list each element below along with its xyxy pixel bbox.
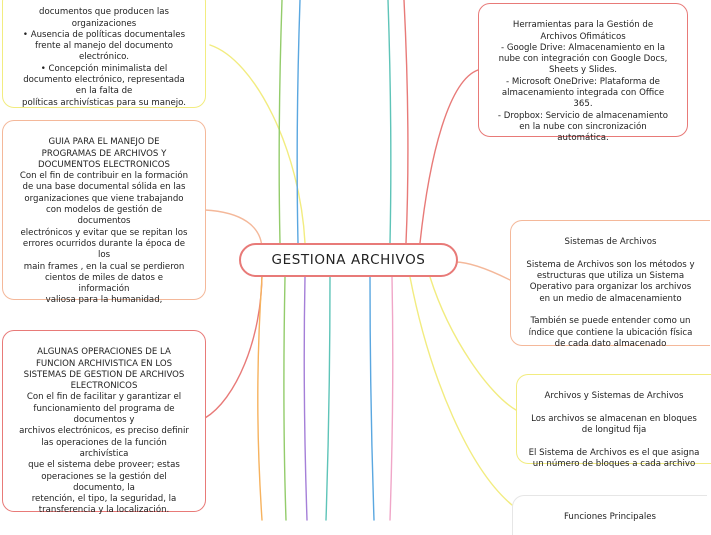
- branch-sistemas: [455, 262, 510, 280]
- node-funciones-principales[interactable]: [512, 495, 707, 535]
- node-text-line: Sistema de Archivos son los métodos y: [526, 259, 695, 270]
- node-text-line: documento electrónico, representada: [23, 75, 185, 86]
- node-text-line: - Microsoft OneDrive: Plataforma de: [506, 76, 660, 87]
- node-herramientas[interactable]: [478, 3, 688, 144]
- node-guia-manejo-text: [9, 137, 199, 306]
- node-text-line: los: [97, 250, 111, 261]
- node-text-line: - Google Drive: Almacenamiento en la: [500, 42, 665, 53]
- node-problems[interactable]: [2, 0, 206, 108]
- node-text-line: políticas archivísticas para su manejo.: [21, 97, 187, 108]
- node-text-line: funcionamiento del programa de: [33, 403, 175, 414]
- node-archivos-y-sistemas[interactable]: [516, 374, 711, 470]
- node-text-line: También se puede entender como un: [530, 316, 691, 327]
- node-text-line: DOCUMENTOS ELECTRONICOS: [38, 159, 170, 170]
- node-text-line: frente al manejo del documento: [34, 41, 174, 52]
- node-text-line: documentos y: [73, 415, 135, 426]
- node-text-line: SISTEMAS DE GESTION DE ARCHIVOS: [23, 369, 185, 380]
- node-text-line: Herramientas para la Gestión de: [512, 20, 654, 31]
- branch-archivos-sistemas: [430, 277, 516, 410]
- node-text-line: [523, 436, 705, 447]
- node-text-line: organizaciones: [71, 18, 137, 29]
- node-text-line: cientos de miles de datos e: [44, 272, 164, 283]
- node-problems-text: [9, 7, 199, 109]
- node-text-line: Sistemas de Archivos: [564, 237, 657, 248]
- branch-top-left: [210, 45, 305, 243]
- node-text-line: con modelos de gestión de: [45, 205, 162, 216]
- node-text-line: información: [78, 284, 130, 295]
- branch-vertical-down-pink: [390, 277, 393, 520]
- branch-vertical-up-teal: [388, 0, 391, 243]
- node-text-line: main frames , en la cual se perdieron: [23, 261, 185, 272]
- node-text-line: [523, 403, 705, 414]
- node-text-line: archivística: [79, 448, 129, 459]
- node-operaciones-text: [9, 347, 199, 516]
- node-text-line: GUIA PARA EL MANEJO DE: [48, 137, 160, 148]
- node-text-line: FUNCION ARCHIVISTICA EN LOS: [35, 358, 173, 369]
- branch-vertical-up-blue: [297, 0, 300, 243]
- node-text-line: nube con integración con Google Docs,: [498, 54, 668, 65]
- node-text-line: electrónicos y evitar que se repitan los: [20, 227, 188, 238]
- node-text-line: Los archivos se almacenan en bloques: [531, 413, 697, 424]
- node-archivos-y-sistemas-text: [523, 391, 705, 470]
- central-topic-title: GESTIONA ARCHIVOS: [271, 252, 426, 268]
- node-text-line: de cada dato almacenado: [554, 338, 667, 349]
- branch-herramientas: [420, 70, 478, 243]
- node-text-line: Funciones Principales: [563, 512, 657, 523]
- node-text-line: en la nube con sincronización: [519, 121, 647, 132]
- node-funciones-principales-text: [519, 512, 701, 523]
- node-text-line: • Ausencia de políticas documentales: [22, 29, 186, 40]
- node-text-line: índice que contiene la ubicación física: [528, 327, 693, 338]
- node-text-line: Con el fin de facilitar y garantizar el: [26, 392, 182, 403]
- node-text-line: Archivos Ofimáticos: [540, 31, 626, 42]
- node-text-line: de longitud fija: [581, 425, 647, 436]
- node-operaciones[interactable]: [2, 330, 206, 516]
- node-text-line: Con el fin de contribuir en la formación: [19, 171, 189, 182]
- node-text-line: documentos: [77, 216, 131, 227]
- node-text-line: ALGUNAS OPERACIONES DE LA: [37, 347, 171, 358]
- node-text-line: valiosa para la humanidad,: [45, 295, 163, 306]
- node-text-line: electrónico.: [78, 52, 130, 63]
- node-text-line: • Concepción minimalista del: [40, 63, 168, 74]
- node-text-line: ELECTRONICOS: [70, 381, 138, 392]
- node-sistemas-archivos-text: [517, 237, 704, 350]
- node-text-line: en la falta de: [75, 86, 133, 97]
- node-text-line: las operaciones de la función: [41, 437, 167, 448]
- node-text-line: - Dropbox: Servicio de almacenamiento: [497, 110, 669, 121]
- branch-operaciones: [205, 272, 262, 418]
- node-text-line: Archivos y Sistemas de Archivos: [544, 391, 684, 402]
- node-text-line: transferencia y la localización.: [38, 505, 170, 516]
- node-text-line: organizaciones que viene trabajando: [24, 193, 184, 204]
- branch-vertical-down-green: [284, 277, 286, 520]
- node-text-line: Operativo para organizar los archivos: [529, 282, 692, 293]
- branch-vertical-up-red: [404, 0, 408, 243]
- node-text-line: [517, 249, 704, 260]
- branch-vertical-down-purple: [304, 277, 307, 520]
- node-text-line: errores ocurridos durante la época de: [22, 238, 186, 249]
- node-text-line: Sheets y Slides.: [548, 65, 618, 76]
- node-text-line: operaciones se la gestión del: [41, 471, 167, 482]
- node-text-line: estructuras que utiliza un Sistema: [536, 271, 685, 282]
- branch-funciones: [410, 277, 512, 505]
- node-text-line: archivos electrónicos, es preciso definir: [19, 426, 189, 437]
- branch-vertical-down-blue: [370, 277, 374, 520]
- central-topic[interactable]: [239, 243, 458, 277]
- node-text-line: PROGRAMAS DE ARCHIVOS Y: [41, 148, 167, 159]
- node-text-line: un número de bloques a cada archivo: [532, 459, 696, 470]
- node-text-line: documentos que producen las: [38, 7, 170, 18]
- node-text-line: El Sistema de Archivos es el que asigna: [528, 447, 700, 458]
- node-guia-manejo[interactable]: [2, 120, 206, 306]
- branch-vertical-up-green: [279, 0, 282, 243]
- node-text-line: automática.: [557, 133, 609, 144]
- branch-vertical-down-teal: [326, 277, 330, 520]
- node-text-line: que el sistema debe proveer; estas: [28, 460, 180, 471]
- node-text-line: retención, el tipo, la seguridad, la: [31, 494, 177, 505]
- node-text-line: 365.: [573, 99, 593, 110]
- node-text-line: [517, 305, 704, 316]
- node-text-line: en un medio de almacenamiento: [539, 293, 682, 304]
- node-text-line: almacenamiento integrada con Office: [501, 88, 665, 99]
- node-text-line: documento, la: [73, 482, 135, 493]
- node-text-line: de una base documental sólida en las: [22, 182, 186, 193]
- node-sistemas-archivos[interactable]: [510, 220, 710, 349]
- node-herramientas-text: [485, 20, 681, 144]
